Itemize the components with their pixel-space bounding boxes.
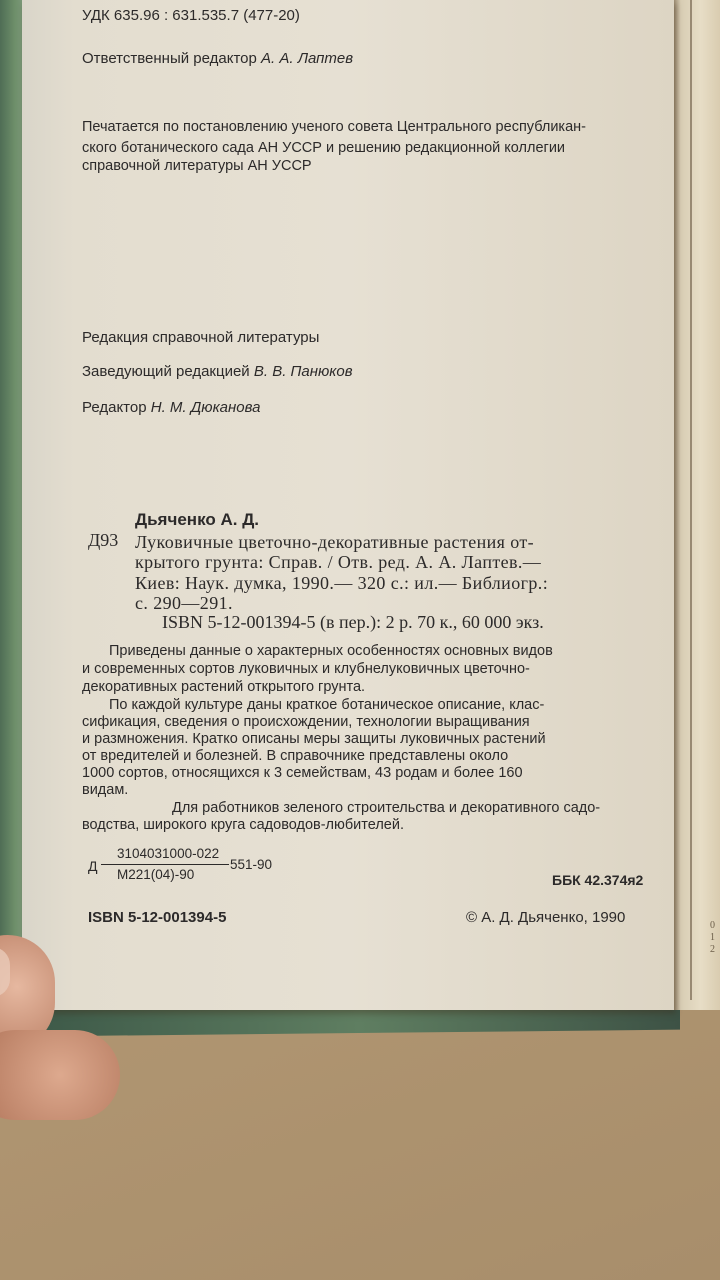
copyright: © А. Д. Дьяченко, 1990 — [466, 909, 626, 926]
abstract-line: 1000 сортов, относящихся к 3 семействам, 43 родам и более 160 — [82, 765, 523, 781]
abstract-line: Приведены данные о характерных особенностях основных видов — [109, 643, 553, 659]
page-edge-line — [690, 0, 692, 1000]
catalog-formula-prefix: Д — [88, 858, 98, 874]
catalog-formula-fraction-line — [101, 864, 229, 865]
udk-code: УДК 635.96 : 631.535.7 (477-20) — [82, 7, 300, 24]
isbn-bottom: ISBN 5-12-001394-5 — [88, 909, 227, 926]
publication-note-line: Печатается по постановлению ученого совета Центрального республикан- — [82, 119, 586, 135]
catalog-description-line: с. 290—291. — [135, 593, 233, 613]
editor: Редактор Н. М. Дюканова — [82, 399, 261, 416]
catalog-description-line: Киев: Наук. думка, 1990.— 320 с.: ил.— Библиогр.: — [135, 573, 549, 593]
side-page-numbers: 0 1 2 — [710, 920, 715, 955]
thumb-nail — [0, 947, 10, 997]
hand-thumb — [0, 935, 120, 1135]
abstract-line: и размножения. Кратко описаны меры защиты луковичных растений — [82, 731, 546, 747]
catalog-code: Д93 — [88, 530, 119, 550]
catalog-formula-denominator: М221(04)-90 — [117, 867, 195, 882]
bbk-code: ББК 42.374я2 — [552, 872, 644, 888]
abstract-line: декоративных растений открытого грунта. — [82, 679, 366, 695]
publication-note-line: справочной литературы АН УССР — [82, 158, 312, 174]
catalog-author: Дьяченко А. Д. — [135, 510, 260, 529]
abstract-line: сификация, сведения о происхождении, технологии выращивания — [82, 714, 530, 730]
head-of-office: Заведующий редакцией В. В. Панюков — [82, 363, 353, 380]
abstract-line: Для работников зеленого строительства и декоративного садо- — [172, 800, 601, 816]
catalog-description-line: крытого грунта: Справ. / Отв. ред. А. А. Лаптев.— — [135, 552, 542, 572]
abstract-line: видам. — [82, 782, 129, 798]
abstract-line: водства, широкого круга садоводов-любителей. — [82, 817, 404, 833]
finger — [0, 1030, 120, 1120]
publication-note-line: ского ботанического сада АН УССР и решению редакционной коллегии — [82, 140, 566, 156]
responsible-editor: Ответственный редактор А. А. Лаптев — [82, 50, 354, 67]
abstract-line: По каждой культуре даны краткое ботаническое описание, клас- — [109, 697, 545, 713]
abstract-line: и современных сортов луковичных и клубнелуковичных цветочно- — [82, 661, 530, 677]
catalog-description-line: Луковичные цветочно-декоративные растения от- — [135, 532, 535, 552]
editorial-office: Редакция справочной литературы — [82, 329, 320, 346]
catalog-formula-numerator: 3104031000-022 — [117, 846, 220, 861]
catalog-formula-suffix: 551-90 — [230, 857, 273, 872]
catalog-isbn-price: ISBN 5-12-001394-5 (в пер.): 2 р. 70 к., 60 000 экз. — [162, 612, 544, 632]
facing-page-edge — [672, 0, 720, 1010]
abstract-line: от вредителей и болезней. В справочнике представлены около — [82, 748, 509, 764]
